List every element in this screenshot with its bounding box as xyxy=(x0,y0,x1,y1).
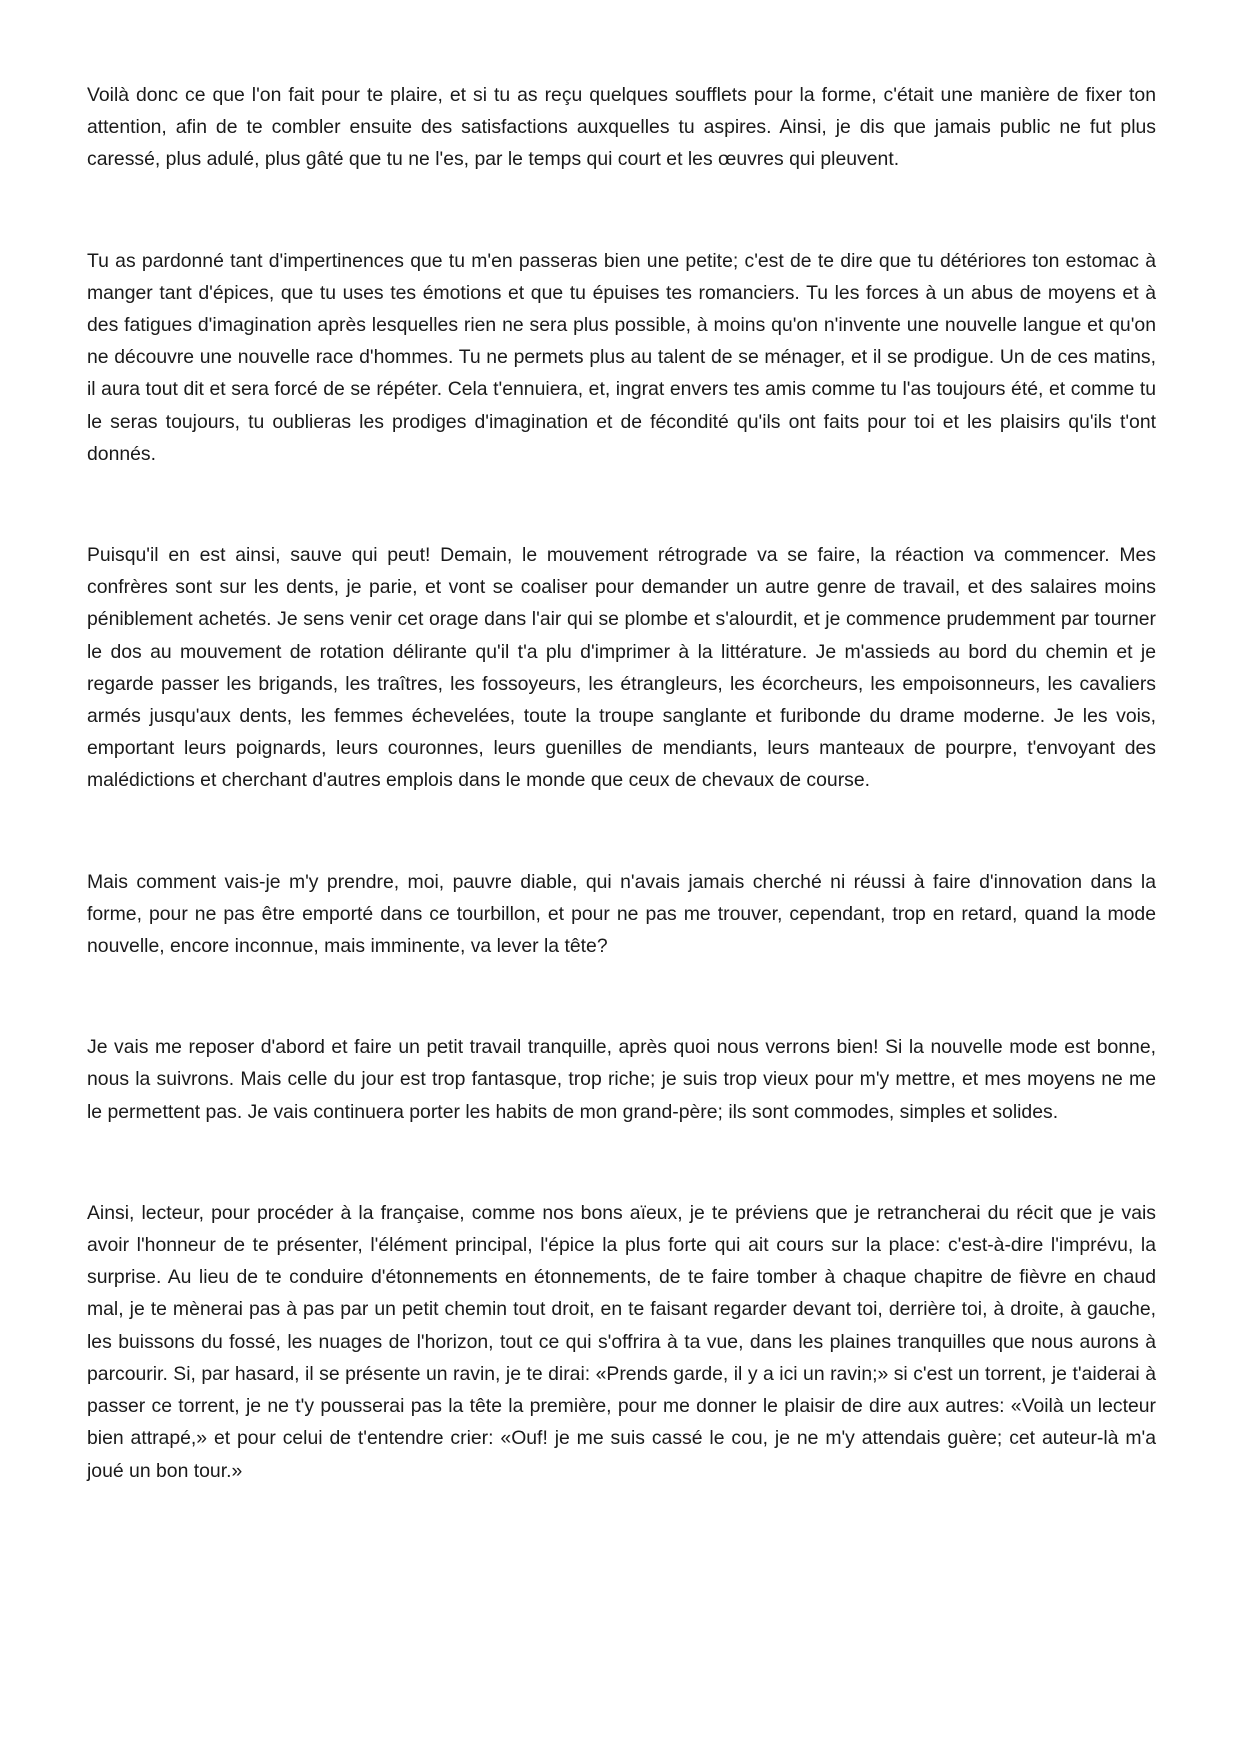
paragraph-spacer xyxy=(87,1128,1156,1197)
paragraph-spacer xyxy=(87,797,1156,866)
paragraph-spacer xyxy=(87,470,1156,539)
paragraph-spacer xyxy=(87,176,1156,245)
paragraph-3: Puisqu'il en est ainsi, sauve qui peut! Demain, le mouvement rétrograde va se faire, la réaction va commencer. Mes confrères sont sur les dents, je parie, et vont se coaliser pour demander un autre genre de travail, et des salaires moins péniblement achetés. Je sens venir cet orage dans l'air qui se plombe et s'alourdit, et je commence prudemment par tourner le dos au mouvement de rotation délirante qu'il t'a plu d'imprimer à la littérature. Je m'assieds au bord du chemin et je regarde passer les brigands, les traîtres, les fossoyeurs, les étrangleurs, les écorcheurs, les empoisonneurs, les cavaliers armés jusqu'aux dents, les femmes échevelées, toute la troupe sanglante et furibonde du drame moderne. Je les vois, emportant leurs poignards, leurs couronnes, leurs guenilles de mendiants, leurs manteaux de pourpre, t'envoyant des malédictions et cherchant d'autres emplois dans le monde que ceux de chevaux de course. xyxy=(87,544,1156,792)
paragraph-5: Je vais me reposer d'abord et faire un petit travail tranquille, après quoi nous verrons bien! Si la nouvelle mode est bonne, nous la suivrons. Mais celle du jour est trop fantasque, trop riche; je suis trop vieux pour m'y mettre, et mes moyens ne me le permettent pas. Je vais continuera porter les habits de mon grand-père; ils sont commodes, simples et solides. xyxy=(87,1036,1156,1123)
paragraph-6: Ainsi, lecteur, pour procéder à la française, comme nos bons aïeux, je te préviens que je retrancherai du récit que je vais avoir l'honneur de te présenter, l'élément principal, l'épice la plus forte qui ait cours sur la place: c'est-à-dire l'imprévu, la surprise. Au lieu de te conduire d'étonnements en étonnements, de te faire tomber à chaque chapitre de fièvre en chaud mal, je te mènerai pas à pas par un petit chemin tout droit, en te faisant regarder devant toi, derrière toi, à droite, à gauche, les buissons du fossé, les nuages de l'horizon, tout ce qui s'offrira à ta vue, dans les plaines tranquilles que nous aurons à parcourir. Si, par hasard, il se présente un ravin, je te dirai: «Prends garde, il y a ici un ravin;» si c'est un torrent, je t'aiderai à passer ce torrent, je ne t'y pousserai pas la tête la première, pour me donner le plaisir de dire aux autres: «Voilà un lecteur bien attrapé,» et pour celui de t'entendre crier: «Ouf! je me suis cassé le cou, je ne m'y attendais guère; cet auteur-là m'a joué un bon tour.» xyxy=(87,1201,1156,1482)
paragraph-spacer xyxy=(87,962,1156,1031)
paragraph-2: Tu as pardonné tant d'impertinences que tu m'en passeras bien une petite; c'est de te dire que tu détériores ton estomac à manger tant d'épices, que tu uses tes émotions et que tu épuises tes romanciers. Tu les forces à un abus de moyens et à des fatigues d'imagination après lesquelles rien ne sera plus possible, à moins qu'on n'invente une nouvelle langue et qu'on ne découvre une nouvelle race d'hommes. Tu ne permets plus au talent de se ménager, et il se prodigue. Un de ces matins, il aura tout dit et sera forcé de se répéter. Cela t'ennuiera, et, ingrat envers tes amis comme tu l'as toujours été, et comme tu le seras toujours, tu oublieras les prodiges d'imagination et de fécondité qu'ils ont faits pour toi et les plaisirs qu'ils t'ont donnés. xyxy=(87,249,1156,465)
paragraph-1: Voilà donc ce que l'on fait pour te plaire, et si tu as reçu quelques soufflets pour la forme, c'était une manière de fixer ton attention, afin de te combler ensuite des satisfactions auxquelles tu aspires. Ainsi, je dis que jamais public ne fut plus caressé, plus adulé, plus gâté que tu ne l'es, par le temps qui court et les œuvres qui pleuvent. xyxy=(87,84,1156,171)
paragraph-4: Mais comment vais-je m'y prendre, moi, pauvre diable, qui n'avais jamais cherché ni réussi à faire d'innovation dans la forme, pour ne pas être emporté dans ce tourbillon, et pour ne pas me trouver, cependant, trop en retard, quand la mode nouvelle, encore inconnue, mais imminente, va lever la tête? xyxy=(87,870,1156,958)
document-body xyxy=(87,79,1156,1487)
